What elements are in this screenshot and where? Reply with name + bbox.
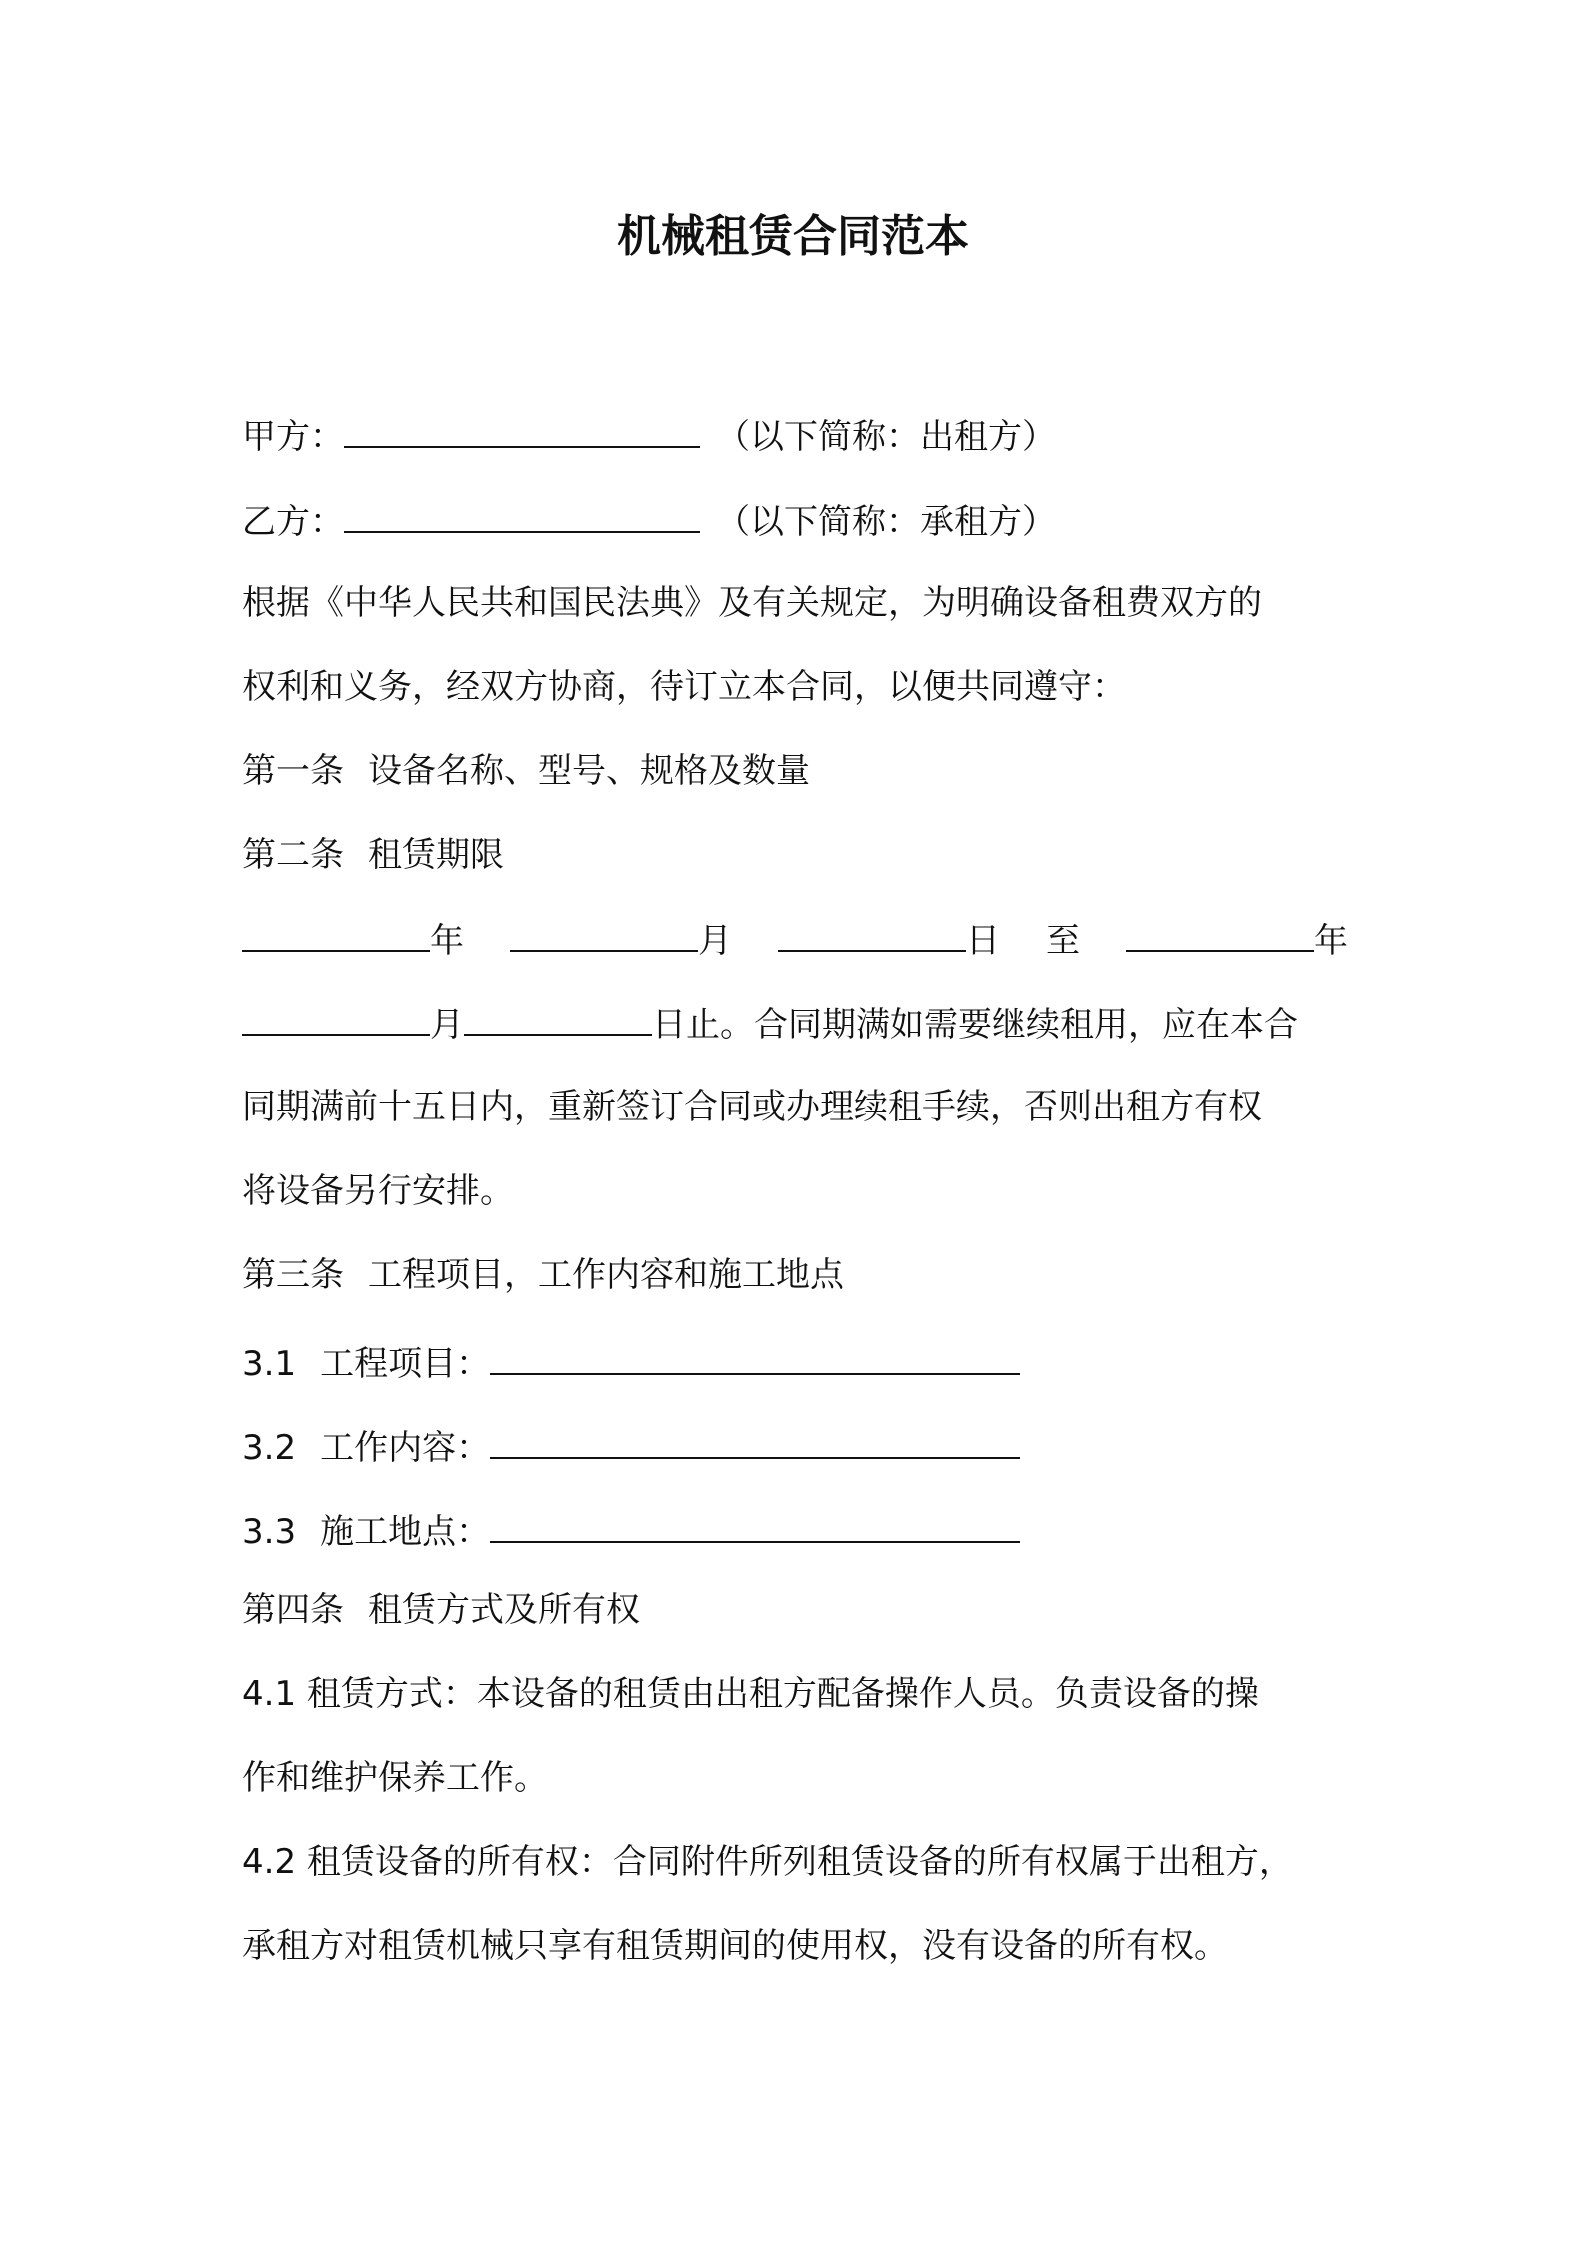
article-4-heading: [242, 1585, 640, 1635]
end-year-blank[interactable]: [1126, 914, 1314, 952]
item-3-2-number: 3.2: [242, 1428, 297, 1468]
party-a-blank[interactable]: [344, 410, 700, 448]
item-3-3-blank[interactable]: [490, 1505, 1020, 1543]
day-label-1: 日: [966, 921, 1000, 961]
party-b-label: 乙方：: [242, 502, 344, 542]
item-3-2-blank[interactable]: [490, 1421, 1020, 1459]
to-label: 至: [1046, 921, 1080, 961]
month-label-1: 月: [698, 921, 732, 961]
start-year-blank[interactable]: [242, 914, 430, 952]
article-2-number: 第二条: [242, 835, 344, 875]
year-label-2: 年: [1314, 921, 1348, 961]
article-4-line-3: 4.2 租赁设备的所有权：合同附件所列租赁设备的所有权属于出租方，: [242, 1842, 1293, 1882]
item-3-3-label: 施工地点：: [320, 1512, 491, 1552]
article-4-line-4: 承租方对租赁机械只享有租赁期间的使用权，没有设备的所有权。: [242, 1926, 1228, 1966]
end-day-text: 日止。合同期满如需要继续租用，应在本合: [652, 1005, 1298, 1045]
lease-period-line-1: [242, 914, 1348, 966]
end-day-blank[interactable]: [464, 998, 652, 1036]
party-a-line: [242, 410, 1056, 462]
item-3-2-label: 工作内容：: [320, 1428, 491, 1468]
item-3-1-label: 工程项目：: [320, 1344, 491, 1384]
article-4-number: 第四条: [242, 1590, 344, 1630]
article-2-heading: [242, 830, 504, 880]
article-3-title: 工程项目，工作内容和施工地点: [368, 1255, 844, 1295]
end-month-blank[interactable]: [242, 998, 430, 1036]
party-b-note: （以下简称：承租方）: [716, 502, 1056, 542]
preamble-line-2: 权利和义务，经双方协商，待订立本合同，以便共同遵守：: [242, 667, 1126, 707]
article-3-item-2: [242, 1421, 1020, 1473]
item-3-1-number: 3.1: [242, 1344, 297, 1384]
item-3-1-blank[interactable]: [490, 1337, 1020, 1375]
article-3-item-3: [242, 1505, 1020, 1557]
article-2-title: 租赁期限: [368, 835, 504, 875]
article-2-text-1: 同期满前十五日内，重新签订合同或办理续租手续，否则出租方有权: [242, 1087, 1262, 1127]
party-a-label: 甲方：: [242, 417, 344, 457]
article-2-text-2: 将设备另行安排。: [242, 1171, 514, 1211]
start-day-blank[interactable]: [778, 914, 966, 952]
year-label-1: 年: [430, 921, 464, 961]
lease-period-line-2: [242, 998, 1298, 1050]
article-1-title: 设备名称、型号、规格及数量: [368, 751, 810, 791]
article-3-number: 第三条: [242, 1255, 344, 1295]
article-3-item-1: [242, 1337, 1020, 1389]
article-1-number: 第一条: [242, 751, 344, 791]
item-3-3-number: 3.3: [242, 1512, 297, 1552]
article-4-line-1: 4.1 租赁方式：本设备的租赁由出租方配备操作人员。负责设备的操: [242, 1674, 1259, 1714]
document-title: 机械租赁合同范本: [617, 211, 969, 262]
preamble-line-1: 根据《中华人民共和国民法典》及有关规定，为明确设备租费双方的: [242, 583, 1262, 623]
party-b-line: [242, 495, 1056, 547]
party-a-note: （以下简称：出租方）: [716, 417, 1056, 457]
article-1-heading: [242, 746, 810, 796]
party-b-blank[interactable]: [344, 495, 700, 533]
month-label-2: 月: [430, 1005, 464, 1045]
article-4-title: 租赁方式及所有权: [368, 1590, 640, 1630]
start-month-blank[interactable]: [510, 914, 698, 952]
article-3-heading: [242, 1250, 844, 1300]
article-4-line-2: 作和维护保养工作。: [242, 1758, 548, 1798]
